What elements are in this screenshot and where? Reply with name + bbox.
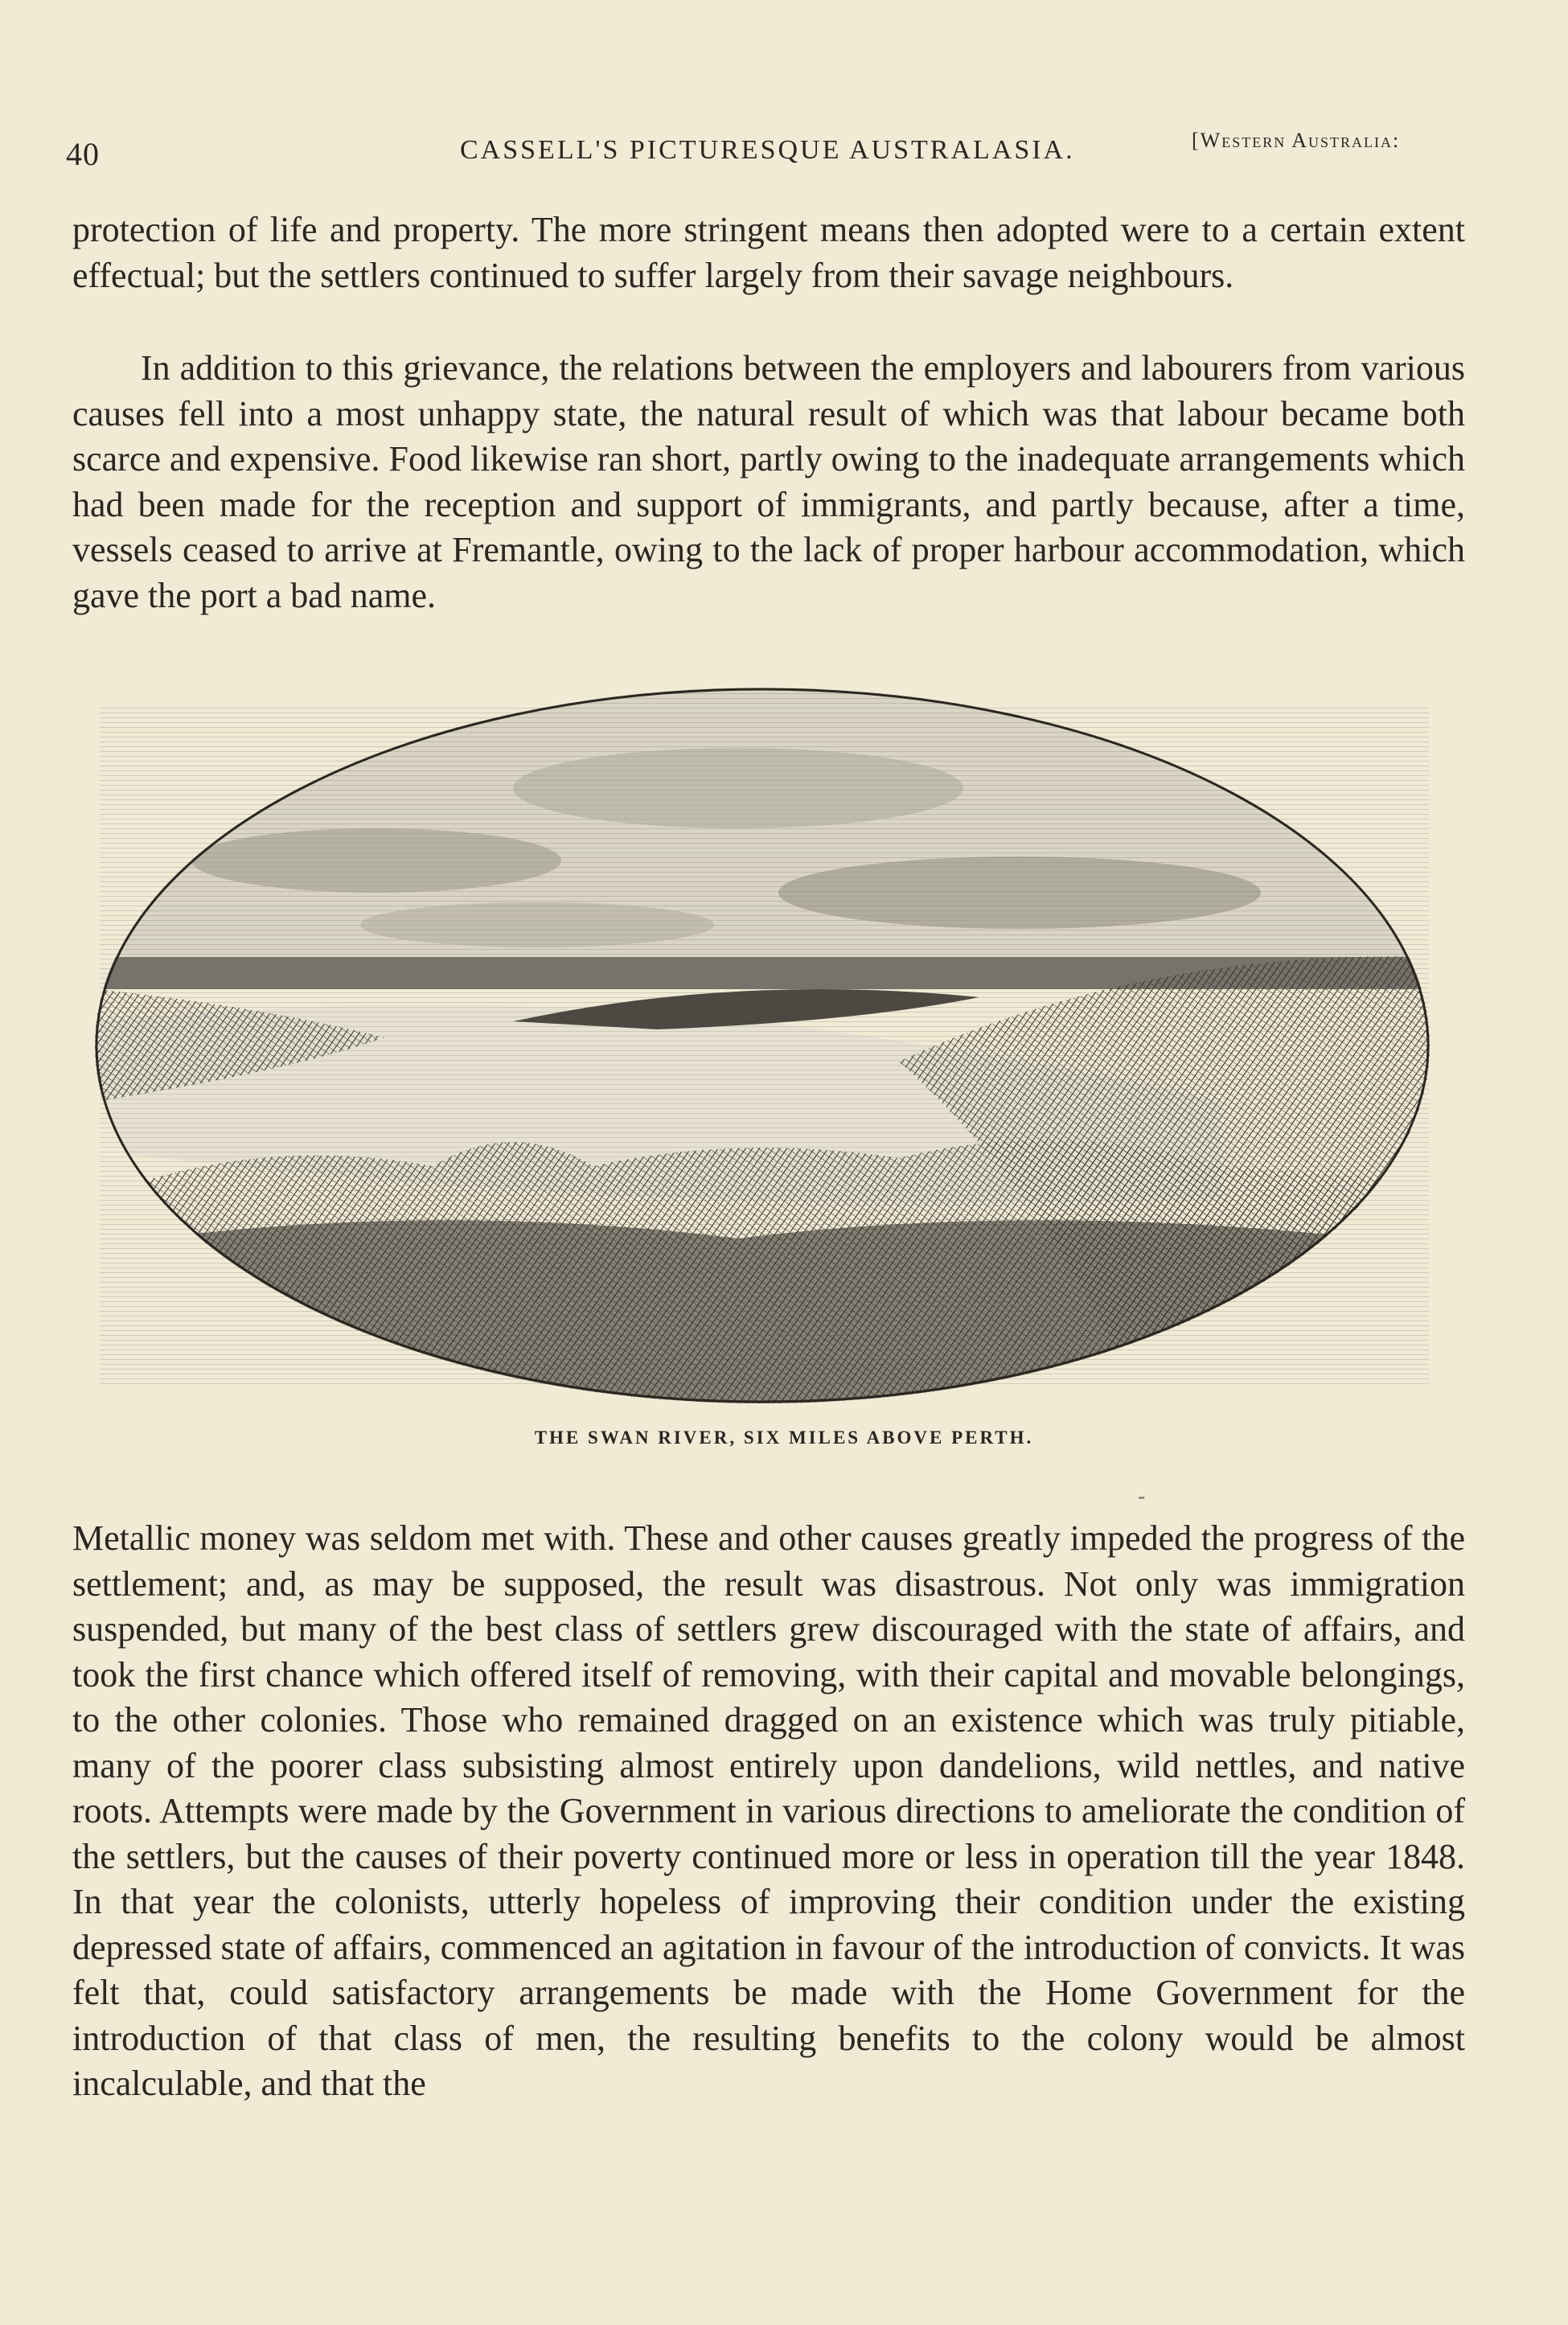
figure-caption: THE SWAN RIVER, SIX MILES ABOVE PERTH. — [534, 1427, 1034, 1448]
page-number: 40 — [66, 136, 100, 172]
swan-river-engraving — [95, 684, 1434, 1407]
page-header — [66, 129, 1465, 177]
decorative-mark: - — [1138, 1484, 1146, 1509]
section-label: [Western Australia: — [1192, 129, 1401, 152]
paragraph-2: Metallic money was seldom met with. These and other causes greatly impeded the progress of the settlement; and, as may be supposed, the result was disastrous. Not only was immigration suspended, but many of the best class of settlers grew discouraged with the state of affairs, and took the first chance which offered itself of removing, with their capital and movable belongings, to the other colonies. Those who remained dragged on an existence which was truly pitiable, many of the poorer class subsisting almost entirely upon dandelions, wild nettles, and native roots. Attempts were made by the Government in various directions to ameliorate the condition of the settlers, but the causes of their poverty continued more or less in operation till the year 1848. In that year the colonists, utterly hopeless of improving their condition under the existing depressed state of affairs, commenced an agitation in favour of the introduction of convicts. It was felt that, could satisfactory arrangements be made with the Home Government for the introduction of that class of men, the resulting benefits to the colony would be almost incalculable, and that the — [72, 1518, 1465, 2103]
paragraph-1b: In addition to this grievance, the relations between the employers and labourers from various causes fell into a most unhappy state, the natural result of which was that labour became both scarce and expensive. Food likewise ran short, partly owing to the inadequate arrangements which had been made for the reception and support of immigrants, and partly because, after a time, vessels ceased to arrive at Fremantle, owing to the lack of proper harbour accommodation, which gave the port a bad name. — [72, 348, 1465, 615]
paragraph-1a: protection of life and property. The more stringent means then adopted were to a certain extent effectual; but the settlers continued to suffer largely from their savage neighbours. — [72, 210, 1465, 295]
running-title: CASSELL'S PICTURESQUE AUSTRALASIA. — [460, 135, 1075, 165]
